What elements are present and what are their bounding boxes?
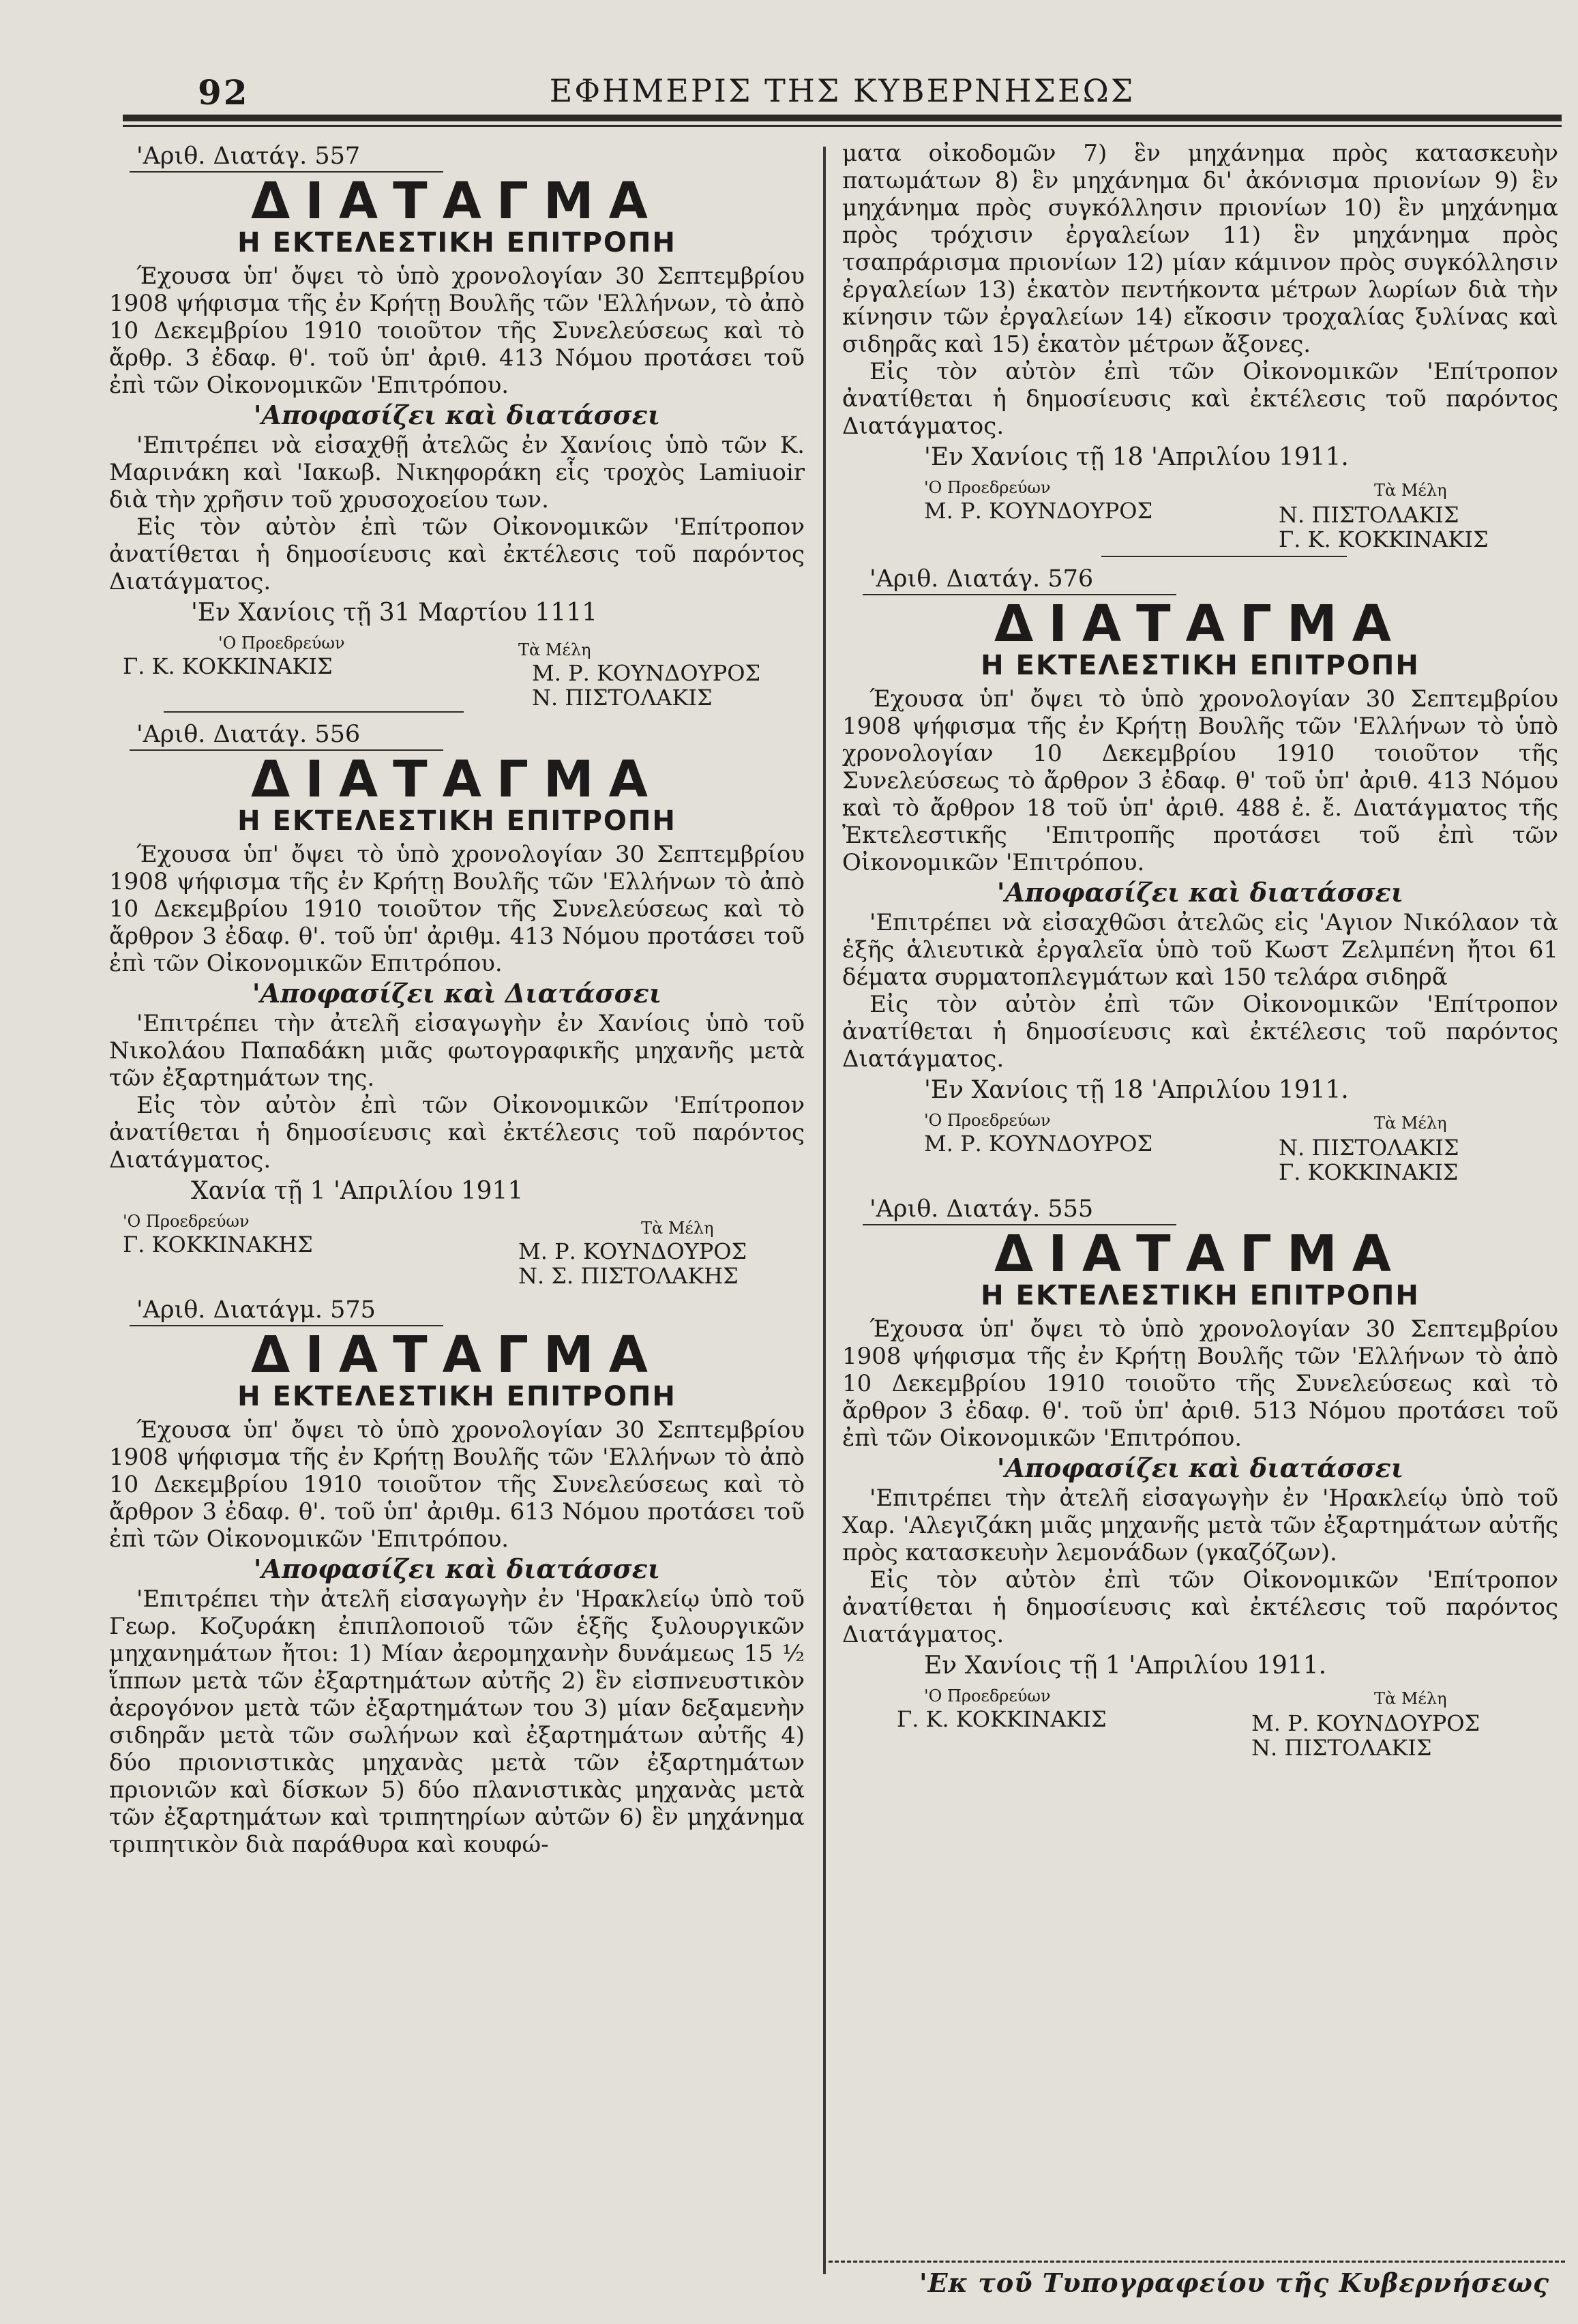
decree-555 xyxy=(842,1195,1558,1763)
decree-title: ΔΙΑΤΑΓΜΑ xyxy=(251,172,663,230)
decree-authority: Η ΕΚΤΕΛΕΣΤΙΚΗ ΕΠΙΤΡΟΠΗ xyxy=(237,805,676,837)
decree-execution: Εἰς τὸν αὐτὸν ἐπὶ τῶν Οἰκονομικῶν 'Επίτροπον ἀνατίθεται ἡ δημοσίευσις καὶ ἐκτέλεσις τοῦ παρόντος Διατάγματος. xyxy=(109,513,805,595)
page-number: 92 xyxy=(198,72,250,113)
member-name: Ν. ΠΙΣΤΟΛΑΚΙΣ xyxy=(532,685,713,711)
signature-block xyxy=(842,474,1558,554)
place-date: 'Εν Χανίοις τῇ 31 Μαρτίου 1111 xyxy=(191,599,598,627)
decree-title: ΔΙΑΤΑΓΜΑ xyxy=(994,595,1406,653)
decree-execution: Εἰς τὸν αὐτὸν ἐπὶ τῶν Οἰκονομικῶν 'Επίτροπον ἀνατίθεται ἡ δημοσίευσις καὶ ἐκτέλεσις τοῦ παρόντος Διατάγματος. xyxy=(842,1566,1558,1648)
decree-body: 'Επιτρέπει τὴν ἀτελῆ εἰσαγωγὴν ἐν 'Ηρακλείῳ ὑπὸ τοῦ Γεωρ. Κοζυράκη ἐπιπλοποιοῦ τῶν ἑξῆς ξυλουργικῶν μηχανημάτων ἤτοι: 1) Μίαν ἀερομηχανὴν δυνάμεως 15 ½ ἵππων μετὰ τῶν ἐξαρτημάτων αὐτῆς 2) ἓν εἰσπνευστικὸν ἀερογόνον μετὰ τῶν ἐξαρτημάτων του 3) μίαν δεξαμενὴν σιδηρᾶν μετὰ τῶν σωλήνων καὶ ἐξαρτημάτων αὐτῆς 4) δύο πριονιστικὰς μηχανὰς μετὰ τῶν ἐξαρτημάτων πριονιῶν καὶ δίσκων 5) δύο πλανιστικὰς μηχανὰς μετὰ τῶν ἐξαρτημάτων καὶ τριπητηρίων αὐτῶν 6) ἓν μηχάνημα τριπητικὸν διὰ παράθυρα καὶ κουφώ- xyxy=(109,1585,805,1858)
decree-title: ΔΙΑΤΑΓΜΑ xyxy=(251,1326,663,1384)
chair-label: 'Ο Προεδρεύων xyxy=(218,634,345,653)
chair-name: Γ. Κ. ΚΟΚΚΙΝΑΚΙΣ xyxy=(123,653,333,679)
member-name: Μ. Ρ. ΚΟΥΝΔΟΥΡΟΣ xyxy=(532,660,761,686)
chair-label: 'Ο Προεδρεύων xyxy=(123,1212,250,1231)
member-name: Μ. Ρ. ΚΟΥΝΔΟΥΡΟΣ xyxy=(1251,1710,1480,1736)
decree-556 xyxy=(109,721,805,1288)
decree-body: 'Επιτρέπει τὴν ἀτελῆ εἰσαγωγὴν ἐν Χανίοις ὑπὸ τοῦ Νικολάου Παπαδάκη μιᾶς φωτογραφικῆς μηχανῆς μετὰ τῶν ἐξαρτημάτων της. xyxy=(109,1010,805,1092)
chair-name: Μ. Ρ. ΚΟΥΝΔΟΥΡΟΣ xyxy=(924,498,1153,524)
place-date: Εν Χανίοις τῇ 1 'Απριλίου 1911. xyxy=(924,1652,1327,1680)
decree-number: 'Αριθ. Διατάγ. 555 xyxy=(869,1195,1094,1223)
decree-separator xyxy=(164,711,464,713)
member-name: Ν. ΠΙΣΤΟΛΑΚΙΣ xyxy=(1279,1135,1459,1161)
decides-heading: 'Αποφασίζει καὶ διατάσσει xyxy=(996,1452,1404,1483)
place-date: 'Εν Χανίοις τῇ 18 'Απριλίου 1911. xyxy=(924,1076,1349,1104)
gazette-title: ΕΦΗΜΕΡΙΣ ΤΗΣ ΚΥΒΕΡΝΗΣΕΩΣ xyxy=(549,72,1135,109)
decree-execution: Εἰς τὸν αὐτὸν ἐπὶ τῶν Οἰκονομικῶν 'Επίτροπον ἀνατίθεται ἡ δημοσίευσις καὶ ἐκτέλεσις τοῦ παρόντος Διατάγματος. xyxy=(109,1092,805,1174)
members-label: Τὰ Μέλη xyxy=(1374,1689,1447,1708)
header-rule-thin xyxy=(123,125,1562,127)
members-label: Τὰ Μέλη xyxy=(1374,1114,1447,1133)
decree-title: ΔΙΑΤΑΓΜΑ xyxy=(994,1225,1406,1283)
chair-label: 'Ο Προεδρεύων xyxy=(924,1111,1051,1130)
chair-name: Μ. Ρ. ΚΟΥΝΔΟΥΡΟΣ xyxy=(924,1131,1153,1157)
decree-separator xyxy=(1101,556,1347,557)
decree-title: ΔΙΑΤΑΓΜΑ xyxy=(251,750,663,809)
decides-heading: 'Αποφασίζει καὶ διατάσσει xyxy=(253,400,661,430)
decree-575-continuation xyxy=(842,140,1558,557)
right-column xyxy=(842,140,1558,1771)
footer-rule xyxy=(829,2261,1565,2263)
decree-preamble: Έχουσα ὑπ' ὄψει τὸ ὑπὸ χρονολογίαν 30 Σεπτεμβρίου 1908 ψήφισμα τῆς ἐν Κρήτῃ Βουλῆς τῶν 'Ελλήνων τὸ ἀπὸ 10 Δεκεμβρίου 1910 τοιοῦτον τῆς Συνελεύσεως καὶ τὸ ἄρθρον 3 ἐδαφ. θ'. τοῦ ὑπ' ἀριθμ. 613 Νόμου προτάσει τοῦ ἐπὶ τῶν Οἰκονομικῶν 'Επιτρόπου. xyxy=(109,1416,805,1553)
decree-body: 'Επιτρέπει τὴν ἀτελῆ εἰσαγωγὴν ἐν 'Ηρακλείῳ ὑπὸ τοῦ Χαρ. 'Αλεγιζάκη μιᾶς μηχανῆς μετὰ τῶν ἐξαρτημάτων αὐτῆς πρὸς κατασκευὴν λεμονάδων (γκαζόζων). xyxy=(842,1485,1558,1566)
header-rule-thick xyxy=(123,115,1562,121)
members-label: Τὰ Μέλη xyxy=(641,1219,714,1238)
decree-preamble: Έχουσα ὑπ' ὄψει τὸ ὑπὸ χρονολογίαν 30 Σεπτεμβρίου 1908 ψήφισμα τῆς ἐν Κρήτῃ Βουλῆς τῶν 'Ελλήνων τὸ ἀπὸ 10 Δεκεμβρίου 1910 τοιοῦτον τῆς Συνελεύσεως καὶ τὸ ἄρθρον 3 ἐδαφ. θ'. τοῦ ὑπ' ἀριθμ. 413 Νόμου προτάσει τοῦ ἐπὶ τῶν Οἰκονομικῶν Επιτρόπου. xyxy=(109,841,805,977)
member-name: Ν. Σ. ΠΙΣΤΟΛΑΚΗΣ xyxy=(518,1263,739,1289)
place-date: Χανία τῇ 1 'Απριλίου 1911 xyxy=(191,1177,524,1205)
decree-body: 'Επιτρέπει νὰ εἰσαχθῶσι ἀτελῶς εἰς 'Αγιον Νικόλαον τὰ ἑξῆς ἁλιευτικὰ ἐργαλεῖα ὑπὸ τοῦ Κωστ Ζελμπένη ἤτοι 61 δέματα συρματοπλεγμάτων καὶ 150 τελάρα σιδηρᾶ xyxy=(842,909,1558,991)
printer-imprint: 'Εκ τοῦ Τυπογραφείου τῆς Κυβερνήσεως xyxy=(919,2267,1550,2298)
place-date: 'Εν Χανίοις τῇ 18 'Απριλίου 1911. xyxy=(924,443,1349,471)
decides-heading: 'Αποφασίζει καὶ διατάσσει xyxy=(996,877,1404,908)
decree-authority: Η ΕΚΤΕΛΕΣΤΙΚΗ ΕΠΙΤΡΟΠΗ xyxy=(981,1280,1420,1311)
decides-heading: 'Αποφασίζει καὶ Διατάσσει xyxy=(252,978,662,1009)
decree-preamble: Έχουσα ὑπ' ὄψει τὸ ὑπὸ χρονολογίαν 30 Σεπτεμβρίου 1908 ψήφισμα τῆς ἐν Κρήτῃ Βουλῆς τῶν 'Ελλήνων τὸ ὑπὸ χρονολογίαν 10 Δεκεμβρίου 1910 τοιοῦτον τῆς Συνελεύσεως τὸ ἄρθρον 3 ἐδαφ. θ' τοῦ ὑπ' ἀριθ. 413 Νόμου καὶ τὸ ἄρθρον 18 τοῦ ὑπ' ἀριθ. 488 ἐ. ἔ. Διατάγματος τῆς Ἐκτελεστικῆς 'Επιτροπῆς προτάσει τοῦ ἐπὶ τῶν Οἰκονομικῶν 'Επιτρόπου. xyxy=(842,685,1558,876)
column-divider xyxy=(823,147,826,2274)
member-name: Γ. ΚΟΚΚΙΝΑΚΙΣ xyxy=(1279,1159,1459,1185)
signature-block xyxy=(842,1682,1558,1763)
signature-block xyxy=(109,629,805,710)
decree-body: 'Επιτρέπει νὰ εἰσαχθῇ ἀτελῶς ἐν Χανίοις ὑπὸ τῶν Κ. Μαρινάκη καὶ 'Ιακωβ. Νικηφοράκη εἷς τροχὸς Lamiuoir διὰ τὴν χρῆσιν τοῦ χρυσοχοείου των. xyxy=(109,432,805,513)
signature-block xyxy=(109,1208,805,1288)
chair-label: 'Ο Προεδρεύων xyxy=(924,478,1051,497)
member-name: Γ. Κ. ΚΟΚΚΙΝΑΚΙΣ xyxy=(1279,526,1489,552)
decree-body-continued: ματα οἰκοδομῶν 7) ἓν μηχάνημα πρὸς κατασκευὴν πατωμάτων 8) ἓν μηχάνημα δι' ἀκόνισμα πριονίων 9) ἓν μηχάνημα πρὸς συγκόλλησιν πριονίων 10) ἓν μηχάνημα πρὸς τρόχισιν ἐργαλείων 11) ἓν μηχάνημα πρὸς τσαπράρισμα πριονίων 12) μίαν κάμινον πρὸς συγκόλλησιν ἐργαλείων 13) ἑκατὸν πεντήκοντα μέτρων λωρίων διὰ τὴν κίνησιν τῶν ἐργαλείων 14) εἴκοσιν τροχαλίας ξυλίνας καὶ σιδηρᾶς καὶ 15) ἑκατὸν μέτρων ἄξονες. xyxy=(842,140,1558,358)
decree-576 xyxy=(842,565,1558,1187)
decree-number: 'Αριθ. Διατάγ. 556 xyxy=(136,721,361,748)
decree-number: 'Αριθ. Διατάγμ. 575 xyxy=(136,1296,376,1324)
decree-preamble: Έχουσα ὑπ' ὄψει τὸ ὑπὸ χρονολογίαν 30 Σεπτεμβρίου 1908 ψήφισμα τῆς ἐν Κρήτῃ Βουλῆς τῶν 'Ελλήνων τὸ ἀπὸ 10 Δεκεμβρίου 1910 τοιοῦτο τῆς Συνελεύσεως καὶ τὸ ἄρθρον 3 ἐδαφ. θ'. τοῦ ὑπ' ἀριθ. 513 Νόμου προτάσει τοῦ ἐπὶ τῶν Οἰκονομικῶν 'Επιτρόπου. xyxy=(842,1315,1558,1452)
page-header xyxy=(123,68,1562,116)
decree-execution: Εἰς τὸν αὐτὸν ἐπὶ τῶν Οἰκονομικῶν 'Επίτροπον ἀνατίθεται ἡ δημοσίευσις καὶ ἐκτέλεσις τοῦ παρόντος Διατάγματος. xyxy=(842,991,1558,1073)
decree-557 xyxy=(109,143,805,713)
decree-preamble: Έχουσα ὑπ' ὄψει τὸ ὑπὸ χρονολογίαν 30 Σεπτεμβρίου 1908 ψήφισμα τῆς ἐν Κρήτῃ Βουλῆς τῶν 'Ελλήνων, τὸ ἀπὸ 10 Δεκεμβρίου 1910 τοιοῦτον τῆς Συνελεύσεως καὶ τὸ ἄρθρ. 3 ἐδαφ. θ'. τοῦ ὑπ' ἀριθ. 413 Νόμου προτάσει τοῦ ἐπὶ τῶν Οἰκονομικῶν 'Επιτρόπου. xyxy=(109,263,805,399)
chair-name: Γ. ΚΟΚΚΙΝΑΚΗΣ xyxy=(123,1232,313,1257)
members-label: Τὰ Μέλη xyxy=(518,640,591,659)
member-name: Μ. Ρ. ΚΟΥΝΔΟΥΡΟΣ xyxy=(518,1238,747,1264)
decree-authority: Η ΕΚΤΕΛΕΣΤΙΚΗ ΕΠΙΤΡΟΠΗ xyxy=(237,1381,676,1412)
members-label: Τὰ Μέλη xyxy=(1374,481,1447,500)
decree-number: 'Αριθ. Διατάγ. 576 xyxy=(869,565,1094,593)
member-name: Ν. ΠΙΣΤΟΛΑΚΙΣ xyxy=(1251,1735,1432,1761)
decree-authority: Η ΕΚΤΕΛΕΣΤΙΚΗ ΕΠΙΤΡΟΠΗ xyxy=(237,227,676,258)
chair-name: Γ. Κ. ΚΟΚΚΙΝΑΚΙΣ xyxy=(897,1706,1107,1732)
decree-authority: Η ΕΚΤΕΛΕΣΤΙΚΗ ΕΠΙΤΡΟΠΗ xyxy=(981,650,1420,681)
signature-block xyxy=(842,1107,1558,1187)
decree-number: 'Αριθ. Διατάγ. 557 xyxy=(136,143,361,170)
decree-execution: Εἰς τὸν αὐτὸν ἐπὶ τῶν Οἰκονομικῶν 'Επίτροπον ἀνατίθεται ἡ δημοσίευσις καὶ ἐκτέλεσις τοῦ παρόντος Διατάγματος. xyxy=(842,358,1558,440)
chair-label: 'Ο Προεδρεύων xyxy=(924,1686,1051,1705)
left-column xyxy=(109,140,805,1866)
decree-575 xyxy=(109,1296,805,1858)
decides-heading: 'Αποφασίζει καὶ διατάσσει xyxy=(253,1553,661,1584)
member-name: Ν. ΠΙΣΤΟΛΑΚΙΣ xyxy=(1279,502,1459,528)
